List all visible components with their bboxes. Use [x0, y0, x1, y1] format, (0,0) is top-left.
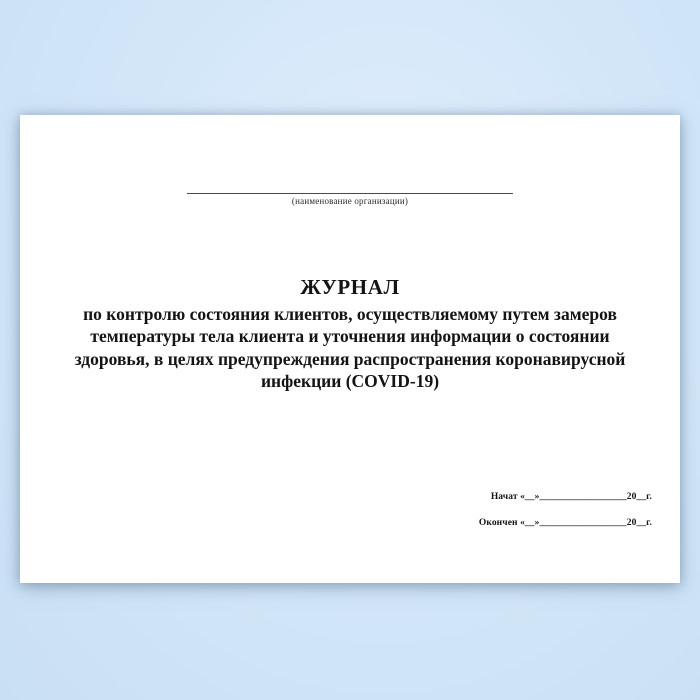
journal-dates-block [479, 491, 652, 543]
journal-subtitle-line: здоровья, в целях предупреждения распространения коронавирусной [74, 348, 626, 369]
organization-name-block [187, 175, 513, 206]
finished-date-line: Окончен «__»__________________20__г. [478, 518, 652, 528]
journal-title: ЖУРНАЛ [300, 275, 400, 299]
journal-title-block [56, 275, 644, 393]
journal-subtitle-line: по контролю состояния клиентов, осуществляемому путем замеров [83, 304, 617, 324]
organization-name-blank-line [187, 175, 513, 194]
organization-name-caption: (наименование организации) [291, 196, 409, 206]
started-date-line: Начат «__»__________________20__г. [490, 492, 652, 502]
journal-subtitle [56, 303, 644, 393]
journal-subtitle-line: температуры тела клиента и уточнения информации о состоянии [90, 326, 610, 347]
journal-subtitle-line: инфекции (COVID-19) [260, 371, 440, 392]
document-page [20, 115, 680, 583]
